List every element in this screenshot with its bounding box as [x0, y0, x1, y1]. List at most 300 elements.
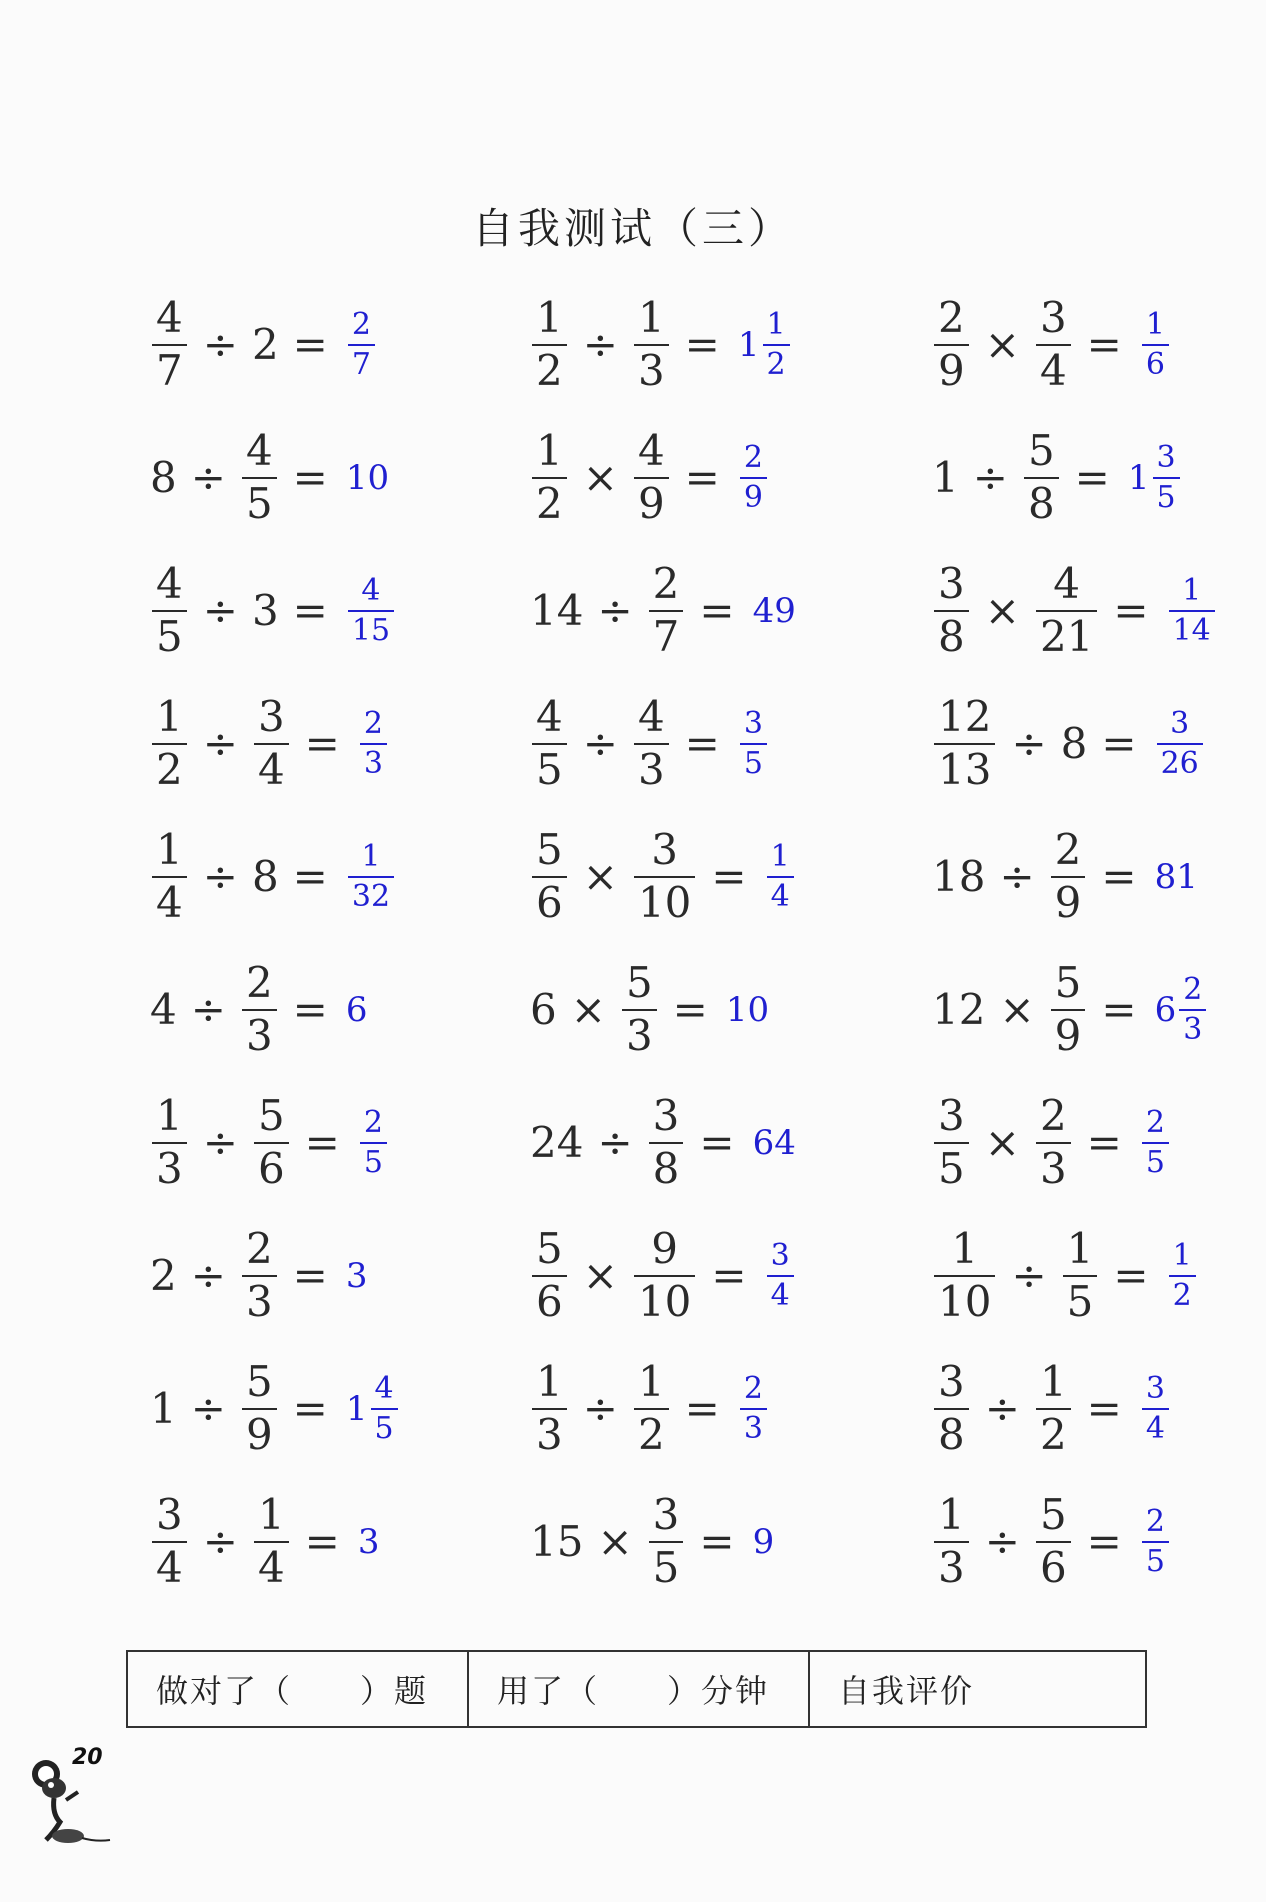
operand-fraction	[634, 1224, 695, 1326]
answer-fraction	[1142, 1506, 1169, 1577]
operator: ×	[984, 1118, 1020, 1167]
operand-denominator: 8	[938, 611, 965, 661]
operand-whole: 15	[530, 1517, 584, 1566]
page-number: 20	[72, 1745, 103, 1770]
operand-whole: 3	[251, 586, 279, 635]
answer-fraction	[1153, 442, 1180, 513]
equals-sign: =	[292, 985, 328, 1034]
answer-whole: 3	[357, 1521, 380, 1562]
operator: ÷	[190, 985, 226, 1034]
answer-denominator: 4	[770, 878, 790, 914]
fraction-bar	[767, 1275, 794, 1277]
problem-item	[530, 1475, 932, 1608]
operand-numerator: 1	[1039, 1357, 1067, 1407]
problem-item	[932, 411, 1200, 544]
operand-numerator: 3	[652, 1091, 680, 1141]
operand-numerator: 3	[938, 1091, 965, 1141]
fraction-bar	[1142, 344, 1169, 346]
operand-denominator: 3	[637, 744, 665, 794]
problem-item	[530, 1076, 932, 1209]
answer-fraction	[1157, 708, 1203, 779]
fraction-bar	[1169, 610, 1215, 612]
operand-numerator: 3	[651, 825, 679, 875]
fraction-bar	[1153, 477, 1180, 479]
fraction-bar	[1142, 1142, 1169, 1144]
fraction-bar	[763, 344, 790, 346]
operand-numerator: 2	[652, 559, 680, 609]
operator: ÷	[190, 1251, 226, 1300]
operand-numerator: 3	[1039, 293, 1067, 343]
operand-denominator: 3	[938, 1542, 965, 1592]
handwritten-answer	[346, 1256, 368, 1296]
operand-numerator: 4	[156, 293, 183, 343]
answer-numerator: 1	[361, 839, 381, 874]
operand-denominator: 3	[245, 1010, 273, 1060]
equals-sign: =	[1074, 453, 1110, 502]
problem-item	[150, 411, 530, 544]
operand-fraction	[649, 1091, 684, 1193]
handwritten-answer	[765, 841, 796, 912]
operand-fraction	[254, 1091, 289, 1193]
operand-denominator: 5	[536, 744, 563, 794]
equals-sign: =	[1113, 586, 1149, 635]
operand-numerator: 4	[637, 426, 665, 476]
operator: ÷	[1011, 1251, 1047, 1300]
operand-denominator: 2	[536, 345, 563, 395]
answer-whole: 81	[1154, 856, 1198, 897]
operand-fraction	[1036, 1091, 1071, 1193]
operator: ÷	[597, 1118, 633, 1167]
operand-fraction	[242, 1357, 277, 1459]
equals-sign: =	[684, 719, 720, 768]
answer-numerator: 3	[1170, 706, 1190, 741]
operand-denominator: 21	[1039, 611, 1094, 661]
operand-whole: 2	[150, 1251, 177, 1300]
handwritten-answer	[358, 1522, 380, 1562]
operand-denominator: 9	[938, 345, 965, 395]
operand-denominator: 6	[1039, 1542, 1067, 1592]
problem-item	[530, 1209, 932, 1342]
problem-item	[530, 943, 932, 1076]
operator: ×	[570, 985, 606, 1034]
operator: ×	[582, 453, 618, 502]
operand-fraction	[649, 1490, 684, 1592]
answer-fraction	[1142, 309, 1169, 380]
operand-denominator: 10	[938, 1276, 992, 1326]
answer-whole: 1	[1127, 457, 1150, 498]
operand-fraction	[934, 1357, 969, 1459]
equals-sign: =	[1086, 1384, 1122, 1433]
handwritten-answer	[1155, 974, 1209, 1045]
handwritten-answer	[358, 708, 389, 779]
operand-denominator: 4	[156, 877, 183, 927]
equals-sign: =	[292, 1384, 328, 1433]
answer-whole: 10	[345, 457, 390, 498]
answer-fraction	[371, 1373, 398, 1444]
operand-fraction	[934, 559, 969, 661]
operand-whole: 18	[932, 852, 986, 901]
handwritten-answer	[1167, 575, 1217, 646]
handwritten-answer	[753, 1123, 796, 1163]
operand-numerator: 5	[536, 825, 563, 875]
operand-whole: 1	[932, 453, 959, 502]
answer-numerator: 3	[743, 706, 763, 741]
equals-sign: =	[1086, 1517, 1122, 1566]
operand-denominator: 6	[536, 1276, 563, 1326]
operand-denominator: 8	[938, 1409, 965, 1459]
operand-denominator: 7	[652, 611, 680, 661]
operand-denominator: 10	[637, 1276, 692, 1326]
answer-numerator: 4	[374, 1371, 394, 1406]
operand-fraction	[934, 1490, 969, 1592]
fraction-bar	[348, 344, 375, 346]
operand-whole: 12	[932, 985, 986, 1034]
answer-denominator: 32	[351, 878, 391, 914]
answer-denominator: 5	[1145, 1144, 1165, 1180]
operator: ÷	[999, 852, 1035, 901]
operand-denominator: 2	[1039, 1409, 1067, 1459]
answer-whole: 9	[752, 1521, 775, 1562]
handwritten-answer	[765, 1240, 796, 1311]
operand-fraction	[934, 1224, 995, 1326]
operand-numerator: 3	[257, 692, 285, 742]
operand-denominator: 3	[637, 345, 665, 395]
answer-numerator: 2	[363, 706, 383, 741]
answer-whole: 64	[752, 1122, 796, 1163]
equals-sign: =	[684, 320, 720, 369]
answer-fraction	[360, 708, 387, 779]
operand-denominator: 8	[652, 1143, 680, 1193]
answer-denominator: 3	[363, 745, 383, 781]
correct-count-cell: 做对了（ ）题	[128, 1652, 469, 1726]
answer-denominator: 4	[770, 1277, 790, 1313]
operand-whole: 4	[150, 985, 177, 1034]
operand-denominator: 5	[1066, 1276, 1094, 1326]
answer-fraction	[348, 575, 394, 646]
operand-denominator: 6	[536, 877, 563, 927]
handwritten-answer	[1140, 1107, 1171, 1178]
handwritten-answer	[346, 1373, 400, 1444]
operand-fraction	[254, 1490, 289, 1592]
handwritten-answer	[346, 309, 377, 380]
operand-numerator: 3	[652, 1490, 680, 1540]
answer-whole: 1	[737, 324, 760, 365]
answer-fraction	[1169, 575, 1215, 646]
operand-denominator: 5	[938, 1143, 965, 1193]
operand-fraction	[152, 825, 187, 927]
problem-item	[932, 1475, 1200, 1608]
operand-numerator: 2	[1054, 825, 1082, 875]
answer-fraction	[360, 1107, 387, 1178]
operand-numerator: 1	[938, 1490, 965, 1540]
fraction-bar	[371, 1408, 398, 1410]
fraction-bar	[1142, 1541, 1169, 1543]
fraction-bar	[360, 743, 387, 745]
handwritten-answer	[1140, 1373, 1171, 1444]
answer-denominator: 3	[1183, 1011, 1203, 1047]
equals-sign: =	[684, 453, 720, 502]
answer-numerator: 1	[1145, 307, 1165, 342]
equals-sign: =	[1113, 1251, 1149, 1300]
operand-denominator: 5	[652, 1542, 680, 1592]
handwritten-answer	[346, 990, 368, 1030]
problem-item	[530, 411, 932, 544]
problem-item	[150, 1475, 530, 1608]
answer-numerator: 2	[351, 307, 371, 342]
equals-sign: =	[699, 1118, 735, 1167]
operand-numerator: 1	[536, 293, 563, 343]
answer-whole: 49	[752, 590, 796, 631]
answer-numerator: 2	[1145, 1504, 1165, 1539]
operand-denominator: 3	[536, 1409, 563, 1459]
operand-whole: 6	[530, 985, 557, 1034]
handwritten-answer	[1140, 1506, 1171, 1577]
answer-whole: 10	[725, 989, 770, 1030]
fraction-bar	[740, 1408, 767, 1410]
operand-whole: 1	[150, 1384, 177, 1433]
operand-numerator: 5	[1027, 426, 1055, 476]
answer-denominator: 5	[363, 1144, 383, 1180]
answer-numerator: 2	[363, 1105, 383, 1140]
operand-whole: 8	[251, 852, 279, 901]
operand-fraction	[152, 692, 187, 794]
operand-fraction	[634, 426, 669, 528]
operand-numerator: 9	[651, 1224, 679, 1274]
equals-sign: =	[699, 1517, 735, 1566]
operator: ÷	[582, 320, 618, 369]
operand-fraction	[254, 692, 289, 794]
operand-numerator: 1	[156, 825, 183, 875]
answer-whole: 3	[345, 1255, 368, 1296]
equals-sign: =	[711, 852, 747, 901]
problem-item	[932, 278, 1200, 411]
fraction-bar	[1179, 1009, 1206, 1011]
answer-denominator: 26	[1160, 745, 1199, 781]
operand-numerator: 2	[938, 293, 965, 343]
operand-fraction	[934, 692, 995, 794]
handwritten-answer	[738, 1373, 769, 1444]
equals-sign: =	[304, 1517, 340, 1566]
operand-fraction	[152, 1490, 187, 1592]
operator: ÷	[202, 586, 238, 635]
operand-denominator: 5	[245, 478, 273, 528]
problem-item	[150, 1076, 530, 1209]
answer-whole: 6	[345, 989, 368, 1030]
operand-fraction	[532, 825, 567, 927]
answer-numerator: 1	[1182, 573, 1202, 608]
answer-numerator: 2	[743, 440, 763, 475]
equals-sign: =	[292, 852, 328, 901]
problem-item	[932, 943, 1203, 1076]
operator: ÷	[202, 320, 238, 369]
operand-denominator: 2	[536, 478, 563, 528]
operand-denominator: 3	[625, 1010, 653, 1060]
problem-item	[150, 677, 530, 810]
equals-sign: =	[699, 586, 735, 635]
operand-fraction	[532, 692, 567, 794]
answer-denominator: 5	[743, 745, 763, 781]
operator: ÷	[190, 1384, 226, 1433]
operand-numerator: 3	[156, 1490, 183, 1540]
problem-item	[932, 1076, 1200, 1209]
operand-fraction	[1036, 1357, 1071, 1459]
operand-denominator: 3	[156, 1143, 183, 1193]
operand-fraction	[242, 958, 277, 1060]
equals-sign: =	[292, 320, 328, 369]
operator: ÷	[202, 1118, 238, 1167]
operator: ×	[984, 320, 1020, 369]
operand-numerator: 5	[1054, 958, 1082, 1008]
operand-numerator: 2	[1039, 1091, 1067, 1141]
operand-denominator: 2	[637, 1409, 665, 1459]
operand-numerator: 5	[1039, 1490, 1067, 1540]
equals-sign: =	[684, 1384, 720, 1433]
answer-denominator: 5	[1156, 479, 1176, 515]
problem-item	[150, 278, 530, 411]
operand-fraction	[1063, 1224, 1098, 1326]
answer-numerator: 2	[1183, 972, 1203, 1007]
equals-sign: =	[672, 985, 708, 1034]
handwritten-answer	[1155, 857, 1198, 897]
problem-item	[530, 278, 932, 411]
problem-item	[530, 544, 932, 677]
handwritten-answer	[753, 1522, 775, 1562]
handwritten-answer	[726, 990, 769, 1030]
operand-numerator: 1	[156, 692, 183, 742]
operand-numerator: 1	[637, 293, 665, 343]
operand-denominator: 4	[257, 1542, 285, 1592]
problem-item	[150, 1342, 530, 1475]
operand-denominator: 4	[1039, 345, 1067, 395]
answer-whole: 1	[345, 1388, 368, 1429]
equals-sign: =	[1101, 985, 1137, 1034]
operand-fraction	[532, 1357, 567, 1459]
fraction-bar	[1157, 743, 1203, 745]
self-evaluation-cell: 自我评价	[838, 1672, 975, 1710]
operand-numerator: 1	[1066, 1224, 1094, 1274]
operand-fraction	[1036, 559, 1097, 661]
operator: ÷	[984, 1384, 1020, 1433]
page-title: 自我测试（三）	[471, 204, 794, 253]
handwritten-answer	[753, 591, 796, 631]
answer-whole: 6	[1154, 989, 1177, 1030]
fraction-bar	[740, 477, 767, 479]
operand-numerator: 4	[156, 559, 183, 609]
operand-fraction	[649, 559, 684, 661]
operand-fraction	[634, 1357, 669, 1459]
operand-fraction	[634, 692, 669, 794]
fraction-bar	[348, 876, 394, 878]
answer-fraction	[763, 309, 790, 380]
answer-numerator: 3	[770, 1238, 790, 1273]
problem-item	[932, 1209, 1200, 1342]
score-table	[126, 1650, 1147, 1728]
operand-numerator: 2	[245, 1224, 273, 1274]
operand-denominator: 8	[1027, 478, 1055, 528]
operand-denominator: 4	[156, 1542, 183, 1592]
fraction-bar	[1142, 1408, 1169, 1410]
operand-fraction	[1024, 426, 1059, 528]
operand-fraction	[1051, 825, 1086, 927]
operand-denominator: 5	[156, 611, 183, 661]
operand-numerator: 1	[536, 426, 563, 476]
answer-fraction	[1169, 1240, 1196, 1311]
operand-whole: 8	[1060, 719, 1088, 768]
operand-denominator: 3	[1039, 1143, 1067, 1193]
operand-denominator: 6	[257, 1143, 285, 1193]
operand-fraction	[532, 426, 567, 528]
answer-denominator: 4	[1145, 1410, 1165, 1446]
problem-item	[150, 544, 530, 677]
handwritten-answer	[1155, 708, 1205, 779]
answer-denominator: 3	[743, 1410, 763, 1446]
operand-numerator: 5	[625, 958, 653, 1008]
operand-fraction	[634, 825, 695, 927]
handwritten-answer	[738, 309, 792, 380]
equals-sign: =	[292, 586, 328, 635]
operator: ×	[999, 985, 1035, 1034]
fraction-bar	[360, 1142, 387, 1144]
operand-numerator: 3	[938, 1357, 965, 1407]
operand-fraction	[242, 1224, 277, 1326]
operand-numerator: 1	[156, 1091, 183, 1141]
answer-denominator: 5	[1145, 1543, 1165, 1579]
equals-sign: =	[304, 1118, 340, 1167]
operand-whole: 2	[251, 320, 279, 369]
answer-numerator: 1	[770, 839, 790, 874]
handwritten-answer	[346, 458, 389, 498]
answer-denominator: 6	[1145, 346, 1165, 382]
problem-item	[932, 1342, 1200, 1475]
handwritten-answer	[1128, 442, 1182, 513]
operand-fraction	[532, 1224, 567, 1326]
operand-whole: 24	[530, 1118, 584, 1167]
operator: ÷	[984, 1517, 1020, 1566]
operator: ÷	[597, 586, 633, 635]
answer-numerator: 4	[361, 573, 381, 608]
operand-whole: 8	[150, 453, 177, 502]
operand-fraction	[152, 1091, 187, 1193]
handwritten-answer	[738, 708, 769, 779]
operand-numerator: 5	[245, 1357, 273, 1407]
handwritten-answer	[1140, 309, 1171, 380]
problem-item	[150, 1209, 530, 1342]
operand-denominator: 3	[245, 1276, 273, 1326]
operand-numerator: 1	[951, 1224, 979, 1274]
equals-sign: =	[292, 453, 328, 502]
operand-numerator: 5	[257, 1091, 285, 1141]
fraction-bar	[348, 610, 394, 612]
answer-fraction	[767, 841, 794, 912]
answer-fraction	[740, 708, 767, 779]
answer-denominator: 9	[743, 479, 763, 515]
operand-denominator: 4	[257, 744, 285, 794]
operand-numerator: 1	[536, 1357, 563, 1407]
problem-item	[932, 810, 1200, 943]
handwritten-answer	[358, 1107, 389, 1178]
equals-sign: =	[1101, 852, 1137, 901]
operand-numerator: 4	[637, 692, 665, 742]
answer-denominator: 2	[1172, 1277, 1192, 1313]
answer-numerator: 1	[1172, 1238, 1192, 1273]
answer-numerator: 3	[1145, 1371, 1165, 1406]
operand-fraction	[532, 293, 567, 395]
operator: ×	[582, 852, 618, 901]
answer-fraction	[348, 841, 394, 912]
operand-denominator: 9	[1054, 877, 1082, 927]
operand-denominator: 9	[245, 1409, 273, 1459]
operand-numerator: 4	[245, 426, 273, 476]
